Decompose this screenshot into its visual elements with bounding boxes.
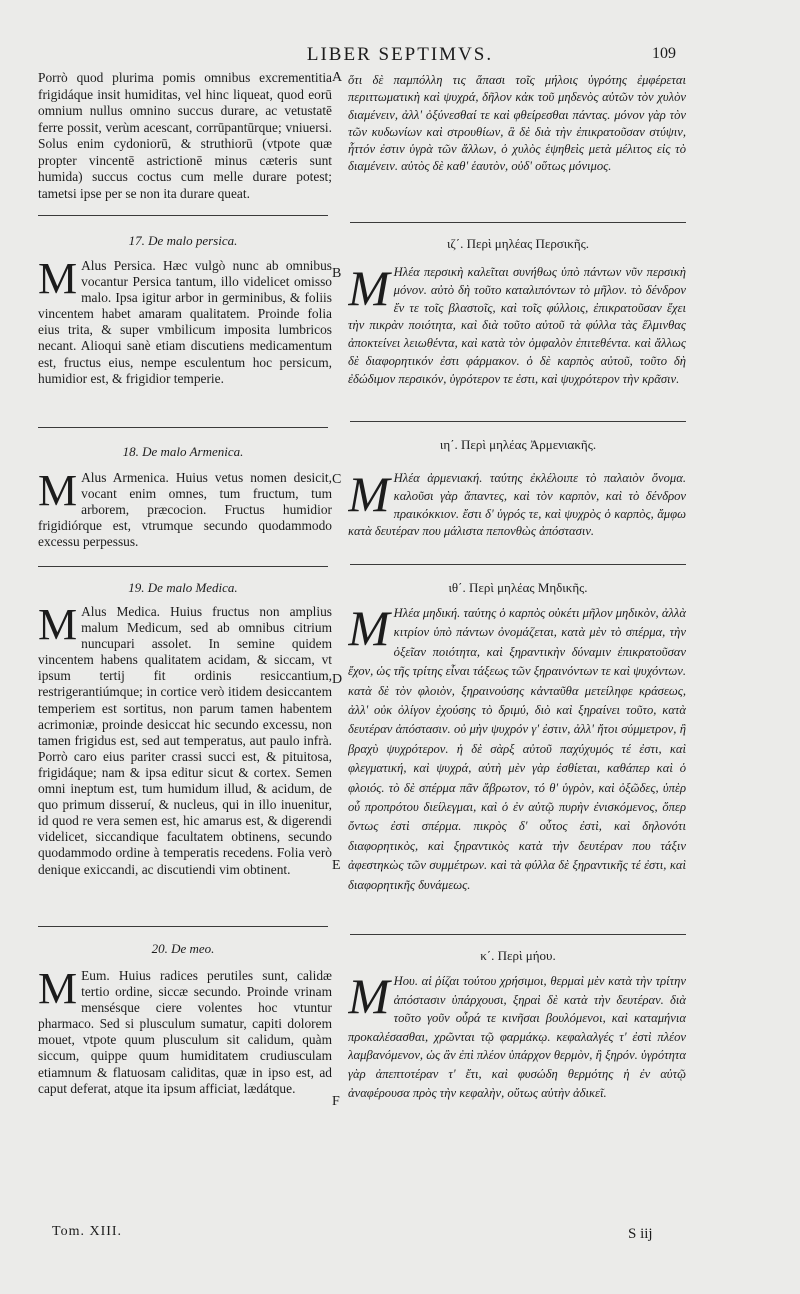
section-19-latin (38, 604, 332, 910)
section-title-greek-17: ιζ΄. Περὶ μηλέας Περσικῆς. (446, 236, 590, 251)
section-18-greek (348, 470, 686, 550)
section-20-greek-text: Ηου. αἱ ῥίζαι τούτου χρήσιμοι, θερμαὶ μὲν κατὰ τὴν τρίτην ἀπόστασιν ὑπάρχουσι, ξηραὶ δὲ κατὰ τὴν δευτέραν. διὰ τοῦτο γοῦν οὖρά τε κινῆσαι βουλόμενοι, καὶ καταμήνια προκαλέσασθαι, χρῶνται τῷ φαρμάκῳ. κεφαλαλγές τ' ἐστὶ πλέον λαμβανόμενον, ὡς ἂν ἐπὶ πλέον ὑπάρχον θερμὸν, ἢ ξηρόν. ὑγρότητα γὰρ ἀπεπτοτέραν τ' ἔτι, καὶ φυσώδη θερμότης ἡ ἐν αὐτῷ ἀναφέρουσα πρὸς τὴν κεφαλὴν, οὕτως αὐτὴν ἀδικεῖ. (348, 974, 686, 1100)
running-title: LIBER SEPTIMVS. (306, 44, 494, 65)
section-17-latin-text: Alus Persica. Hæc vulgò nunc ab omnibus vocantur Persica tantum, illo videlicet omisso malo. Ipsa igitur arbor in germinibus, & foliis vincentem habet amaram qualitatem. Proinde folia eius trita, & super vmbilicum imposita lumbricos necant. Alioqui sanè etiam discutiens medicamentum est, fructus eius, nempe esculentum hoc persicum, humidior est, & frigidior temperie. (38, 258, 332, 386)
section-title-latin-17: 17. De malo persica. (128, 233, 238, 248)
drop-cap: M (38, 258, 78, 303)
intro-latin-text: Porrò quod plurima pomis omnibus excrementitia frigidáque insit humiditas, vel hinc liqueat, quod eorū omnium nullus omnino succus durare, ac vetustatē ferre possit, verùm acescant, corrūpantūrque; vniuersi. Solus enim cydoniorū, & struthiorū (vtpote quæ propter vincentē astrictionē minus cæteris sunt humida) succus coctus cum melle durare potest; tametsi ipse per se non ita durare queat. (38, 70, 332, 201)
section-18-latin-text: Alus Armenica. Huius vetus nomen desicit, vocant enim omnes, tum fructum, tum arborem, præcocion. Fructus humidior frigidiórque est, vtrumque secundo quodammodo excessu perpessus. (38, 470, 332, 550)
section-title-greek-19: ιθ΄. Περὶ μηλέας Μηδικῆς. (448, 580, 588, 595)
margin-letter-c: C (332, 472, 342, 487)
section-title-greek-20: κ΄. Περὶ μήου. (480, 948, 556, 963)
margin-letter-f: F (332, 1094, 340, 1109)
section-18-greek-text: Ηλέα ἀρμενιακή. ταύτης ἐκλέλοιπε τὸ παλαιὸν ὄνομα. καλοῦσι γὰρ ἅπαντες, καὶ τὸν καρπὸν, καὶ τὸ δένδρον πραικόκκιον. ἔστι δ' ὑγρός τε, καὶ ψυχρὸς ὁ καρπὸς, ἄμφω κατὰ δευτέραν που μάλιστα πεπονθὼς ἀπόστασιν. (348, 471, 686, 539)
drop-cap: M (38, 968, 78, 1013)
drop-cap: M (38, 604, 78, 649)
section-20-latin-text: Eum. Huius radices perutiles sunt, calidæ tertio ordine, siccæ secundo. Proinde vrinam mensésque ciere volentes hoc vtuntur pharmaco. Sed si plusculum sumatur, capiti dolorem mouet, vtpote quum plusculum sit calidum, quàm siccum, quippe quum humiditatem crudiusculam etiamnum & flatuosam caliditas, quæ in ipso est, ad caput deferat, atque ita ipsum afficiat, lædátque. (38, 968, 332, 1096)
section-19-greek-text: Ηλέα μηδική. ταύτης ὁ καρπὸς οὐκέτι μῆλον μηδικὸν, ἀλλὰ κιτρίον ὑπὸ πάντων ὀνομάζεται, κατὰ μὲν τὸ σπέρμα, τὴν ὀξεῖαν ποιότητα, καὶ ξηραντικὴν δύναμιν ἐπικρατοῦσαν ἔχον, ὡς τῆς τρίτης εἶναι τάξεως τῶν ξηραινόντων τε καὶ ψυχόντων. κατὰ δὲ τὸν φλοιὸν, ξηραινούσης κἀνταῦθα μετείληφε κράσεως, ἀλλ' οὐκ ὀλίγον ἐχούσης τὸ δριμύ, διὸ καὶ ξηραίνει τοῦτο, κατὰ δευτέραν ἀπόστασιν. οὐ μὴν ψυχρόν γ' ἐστιν, ἀλλ' ἤτοι σύμμετρον, ἢ βραχὺ ψυχρότερον. ἡ δὲ σὰρξ αὐτοῦ παχύχυμός τέ ἐστι, καὶ φλεγματική, καὶ ψυχρά, αὐτὴ μὲν γὰρ ἐσθίεται, καθάπερ καὶ ὁ φλοιός. τὸ δὲ σπέρμα πᾶν ἄβρωτον, τό θ' ὑγρὸν, καὶ ὀξῶδες, ὑπὲρ οὗ προπρότου διείλεγμαι, καὶ ὁ ἐν αὐτῷ πυρὴν ἐνισκόμενος, ὅπερ ὄντως ἐστὶ σπέρμα. πικρὸς δ' οὗτος ἐστὶ, καὶ δηλονότι διαφορητικὸς, καὶ ξηραντικὸς κατὰ τὴν δευτέραν που τάξιν ἀφεστηκὼς τῶν συμμέτρων. καὶ τὰ φύλλα δὲ ξηραντικῆς τέ ἐστι, καὶ διαφορητικῆς δυνάμεως. (348, 606, 686, 892)
section-19-latin-text: Alus Medica. Huius fructus non amplius malum Medicum, sed ab omnibus citrium nuncupari assolet. In semine quidem vincentem habens qualitatem acidam, & siccam, vt ipsum tertij fit ordinis resiccantium, restrigerantiúmque; in cortice verò itidem desiccantem temperiem est sortitus, non parum tamen habentem acrimoniæ, proinde desiccat hic secundo excessu, non tamen frigidus est, sed aut temperatus, aut paulo infrà. Porrò caro eius pariter crassi succi est, & pituitosa, frigidáque; nam & ipsa editur sicut & cortex. Semen omni ineptum est, tum humidum illud, & acidum, de quo primum disseruí, & nucleus, qui in illo inuenitur, id quod re vera semen est, hic amarus est, & digerendi videlicet, siccandique facultatem obtinens, secundo quodammodo ordine à temperatis recedens. Folia verò denique exiccandi, ac discutiendi vim obtinent. (38, 604, 332, 877)
section-17-latin (38, 258, 332, 418)
section-divider (38, 926, 328, 927)
page-header (0, 44, 800, 70)
margin-letter-d: D (332, 672, 343, 687)
section-20-greek (348, 972, 686, 1124)
intro-greek-block (348, 72, 686, 216)
drop-cap: M (348, 972, 390, 1024)
intro-greek-text: ὅτι δὲ παμπόλλη τις ἅπασι τοῖς μήλοις ὑγρότης ἐμφέρεται περιττωματικὴ καὶ ψυχρά, δῆλον κἀκ τοῦ μηδενὸς αὐτῶν τὸν χυλὸν διαμένειν, ἀλλ' ὀξύνεσθαί τε καὶ φθείρεσθαι πάντας. μόνον γὰρ τὸν τῶν κυδωνίων καὶ στρουθίων, ἃ δὲ διὰ τὴν ἐπικρατοῦσαν στύψιν, ἧττόν ἐστιν ὑγρὰ τῶν ἄλλων, ὁ χυλὸς ἑψηθεὶς μετὰ μέλιτος εἰς τὸ διαμένειν. αὐτὸς δὲ καθ' ἑαυτὸν, οὐδ' οὕτως μόνιμος. (348, 73, 686, 174)
margin-letter-a: A (332, 70, 343, 85)
section-divider (38, 215, 328, 216)
section-title-latin-19: 19. De malo Medica. (128, 580, 238, 595)
intro-latin-block (38, 70, 332, 202)
section-divider (38, 566, 328, 567)
section-divider (350, 222, 686, 223)
section-19-greek (348, 604, 686, 920)
section-18-latin (38, 470, 332, 560)
drop-cap: M (348, 604, 390, 656)
section-divider (350, 421, 686, 422)
margin-letter-b: B (332, 266, 342, 281)
drop-cap: M (348, 470, 390, 522)
section-divider (350, 934, 686, 935)
volume-mark: Tom. XIII. (52, 1224, 123, 1239)
section-title-greek-18: ιη΄. Περὶ μηλέας Ἀρμενιακῆς. (439, 437, 597, 452)
section-20-latin (38, 968, 332, 1144)
section-title-latin-18: 18. De malo Armenica. (122, 444, 244, 459)
drop-cap: M (38, 470, 78, 515)
section-17-greek-text: Ηλέα περσικὴ καλεῖται συνήθως ὑπὸ πάντων νῦν περσικὴ μόνον. αὐτὸ δὴ τοῦτο καταλιπόντων τὸ μῆλον. τὸ δένδρον ἔν τε τοῖς βλαστοῖς, καὶ τοῖς φύλλοις, ἐπικρατοῦσαν ἔχει τὴν πικρὰν ποιότητα, καὶ διὰ τοῦτο αὐτοῦ τὰ φύλλα τὰς ἕλμινθας ἀποκτείνει λειωθέντα, καὶ κατὰ τὸν ὀμφαλὸν ἐπιτεθέντα. καὶ ἄλλως δὲ διαφορητικόν ἐστι φάρμακον. ὁ δὲ καρπὸς αὐτοῦ, τοῦτο δὴ ἐδώδιμον περσικόν, ὑγρότερον τε ἐστι, καὶ ψυχρότερον τὴν κρᾶσιν. (348, 265, 686, 386)
signature-mark: S iij (628, 1226, 653, 1242)
section-title-latin-20: 20. De meo. (151, 941, 215, 956)
page-number: 109 (652, 45, 676, 62)
section-17-greek (348, 264, 686, 412)
section-divider (350, 564, 686, 565)
margin-letter-e: E (332, 858, 341, 873)
section-divider (38, 427, 328, 428)
drop-cap: M (348, 264, 390, 316)
